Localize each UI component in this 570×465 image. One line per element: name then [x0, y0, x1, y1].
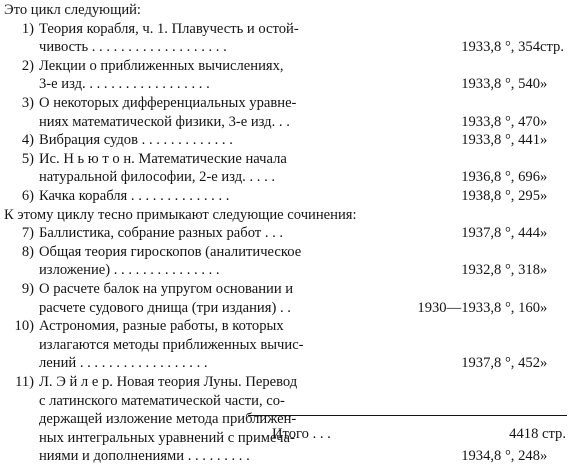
- bibliography-line: [0, 20, 570, 38]
- entry-text: ных интегральных уравнений с примеча-: [39, 429, 295, 446]
- publication-details: 1937,8 °, 452: [461, 355, 540, 372]
- bibliography-line: [0, 57, 570, 75]
- entry-text: Астрономия, разные работы, в которых: [39, 318, 284, 335]
- entry-text: ниях математической физики, 3-е изд. . .: [39, 113, 290, 130]
- bibliography-line: [0, 261, 570, 279]
- cycle-intro-text: Это цикл следующий:: [4, 2, 141, 18]
- publication-details: 1933,8 °, 470: [461, 113, 540, 130]
- publication-details: 1938,8 °, 295: [461, 188, 540, 204]
- entry-number: 2): [21, 57, 34, 74]
- bibliography-line: [0, 131, 570, 149]
- bibliography-line: [0, 392, 570, 410]
- entry-text: О расчете балок на упругом основании и: [39, 281, 294, 297]
- entry-text: 3-е изд. . . . . . . . . . . . . . . . . .: [39, 76, 210, 93]
- publication-details: 1934,8 °, 248: [461, 448, 540, 465]
- entry-number: 1): [21, 20, 34, 37]
- bibliography-line: [0, 336, 570, 354]
- entry-text: Баллистика, собрание разных работ . . .: [39, 225, 284, 242]
- publication-details: 1933,8 °, 441: [461, 132, 540, 149]
- bibliography-line: [0, 150, 570, 168]
- related-intro: [0, 206, 570, 224]
- pages-suffix: »: [540, 355, 548, 372]
- entry-number: 7): [21, 225, 34, 242]
- bibliography-line: [0, 447, 570, 465]
- entry-text: излагаются методы приближенных вычис-: [39, 336, 304, 353]
- entry-text: расчете судового днища (три издания) . .: [39, 299, 291, 316]
- publication-details: 1933,8 °, 354: [461, 39, 540, 56]
- bibliography-line: [0, 75, 570, 93]
- total-line: [0, 425, 570, 443]
- pages-suffix: »: [540, 132, 548, 149]
- pages-suffix: »: [540, 448, 548, 465]
- bibliography-line: [0, 373, 570, 391]
- bibliography-line: [0, 299, 570, 317]
- entry-number: 6): [21, 188, 34, 204]
- total-value: 4418 стр.: [509, 426, 566, 442]
- entry-text: Вибрация судов . . . . . . . . . . . . .: [39, 132, 233, 149]
- entry-number: 10): [14, 318, 34, 335]
- publication-details: 1932,8 °, 318: [461, 262, 540, 279]
- cycle-intro: [0, 1, 570, 19]
- pages-suffix: »: [540, 113, 548, 130]
- publication-details: 1936,8 °, 696: [461, 169, 540, 186]
- bibliography-line: [0, 354, 570, 372]
- pages-suffix: »: [540, 188, 548, 204]
- entry-text: О некоторых дифференциальных уравне-: [39, 95, 297, 111]
- entry-text: Лекции о приближенных вычислениях,: [39, 57, 284, 74]
- entry-text: Ис. Н ь ю т о н. Математические начала: [39, 150, 287, 167]
- bibliography-line: [0, 168, 570, 186]
- related-intro-text: К этому циклу тесно примыкают следующие сочинения:: [4, 206, 357, 223]
- pages-suffix: »: [540, 169, 548, 186]
- entry-number: 4): [21, 132, 34, 149]
- pages-suffix: »: [540, 76, 548, 93]
- entry-text: ниями и дополнениями . . . . . . . . .: [39, 448, 250, 465]
- entry-text: лений . . . . . . . . . . . . . . . . . .: [39, 355, 208, 372]
- entry-number: 11): [15, 374, 34, 390]
- total-label: Итого . . .: [272, 426, 331, 442]
- entry-text: изложение) . . . . . . . . . . . . . . .: [39, 262, 220, 279]
- entry-text: Общая теория гироскопов (аналитическое: [39, 243, 302, 260]
- entry-number: 5): [21, 150, 34, 167]
- bibliography-line: [0, 280, 570, 298]
- bibliography-line: [0, 113, 570, 131]
- bibliography-line: [0, 317, 570, 335]
- bibliography-line: [0, 224, 570, 242]
- entry-text: Качка корабля . . . . . . . . . . . . . .: [39, 188, 230, 204]
- pages-suffix: »: [540, 225, 548, 242]
- entry-number: 3): [21, 95, 34, 111]
- entry-text: чивость . . . . . . . . . . . . . . . . . . .: [39, 39, 227, 56]
- entry-text: держащей изложение метода приближен-: [39, 411, 297, 428]
- bibliography-line: [0, 94, 570, 112]
- entry-text: с латинского математической части, со-: [39, 392, 285, 409]
- entry-number: 8): [21, 243, 34, 260]
- pages-suffix: стр.: [540, 39, 564, 56]
- bibliography-line: [0, 38, 570, 56]
- pages-suffix: »: [540, 262, 548, 279]
- publication-details: 1937,8 °, 444: [461, 225, 540, 242]
- bibliography-line: [0, 187, 570, 205]
- entry-text: натуральной философии, 2-е изд. . . . .: [39, 169, 276, 186]
- entry-text: Л. Э й л е р. Новая теория Луны. Перевод: [39, 374, 298, 390]
- bibliography-line: [0, 243, 570, 261]
- pages-suffix: »: [540, 299, 548, 316]
- entry-number: 9): [21, 281, 34, 297]
- entry-text: Теория корабля, ч. 1. Плавучесть и остой-: [39, 20, 299, 37]
- publication-details: 1933,8 °, 540: [461, 76, 540, 93]
- publication-details: 1930—1933,8 °, 160: [417, 299, 540, 316]
